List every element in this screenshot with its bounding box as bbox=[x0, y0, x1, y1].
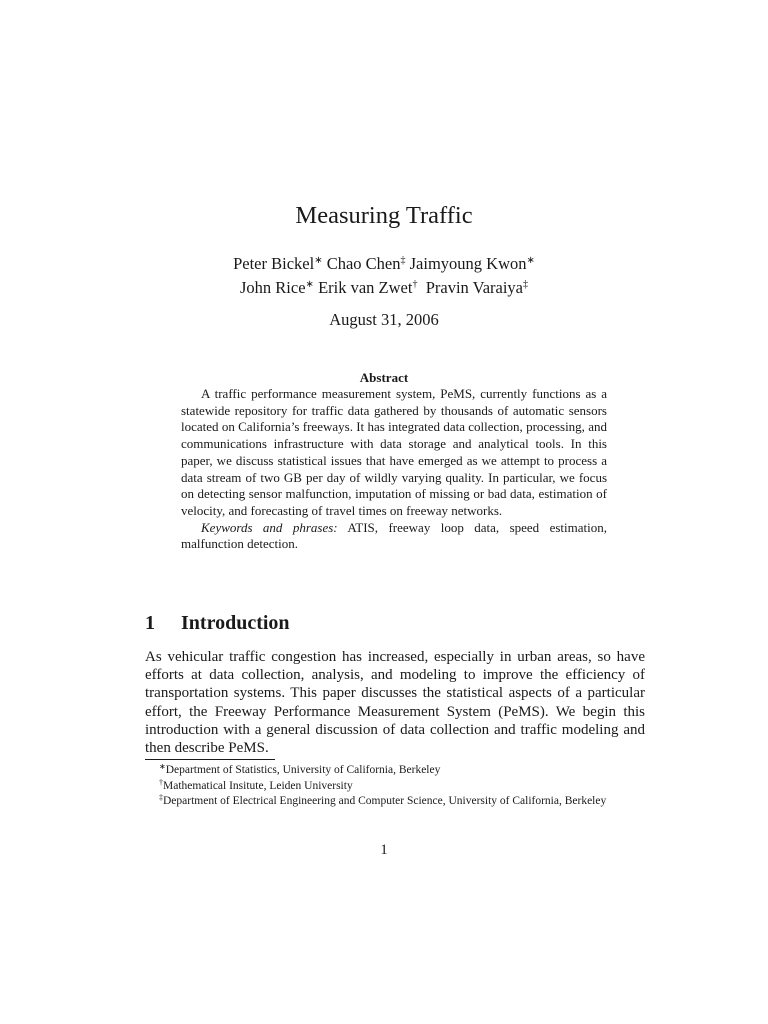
footnote-mark: † bbox=[159, 777, 163, 787]
author-name: Jaimyoung Kwon bbox=[409, 254, 527, 273]
footnote-rule bbox=[145, 759, 275, 760]
author-affiliation-mark: ∗ bbox=[305, 279, 314, 290]
author-affiliation-mark: ‡ bbox=[400, 255, 406, 266]
paper-date: August 31, 2006 bbox=[329, 310, 439, 329]
abstract-body bbox=[181, 386, 607, 553]
author-name: John Rice bbox=[240, 278, 306, 297]
body-paragraph: As vehicular traffic congestion has increased, especially in urban areas, so have efforts at data collection, analysis, and modeling to improve the efficiency of transportation systems. This paper discusses the statistical aspects of a particular effort, the Freeway Performance Measurement System (PeMS). We begin this introduction with a general discussion of data collection and traffic modeling and then describe PeMS. bbox=[145, 649, 645, 757]
author-list bbox=[0, 252, 768, 300]
author-line-2 bbox=[0, 276, 768, 300]
abstract-paragraph: A traffic performance measurement system, PeMS, currently functions as a statewide repository for traffic data gathered by thousands of automatic sensors located on California’s freeways. It has integrated data collection, processing, and communications infrastructure with data storage and analytical tools. In this paper, we discuss statistical issues that have emerged as we attempt to process a data stream of two GB per day of wildly varying quality. In particular, we focus on detecting sensor malfunction, imputation of missing or bad data, estimation of velocity, and forecasting of travel times on freeway networks. bbox=[181, 386, 607, 518]
author-affiliation-mark: ∗ bbox=[526, 255, 535, 266]
footnote-text: Mathematical Insitute, Leiden University bbox=[163, 779, 353, 792]
section-number: 1 bbox=[145, 612, 155, 634]
author-name: Erik van Zwet bbox=[318, 278, 413, 297]
footnote-text: Department of Statistics, University of California, Berkeley bbox=[165, 764, 441, 776]
footnote bbox=[145, 794, 645, 810]
keywords-list: ATIS, freeway loop data, speed estimation, malfunction detection. bbox=[181, 519, 607, 552]
section-heading bbox=[145, 609, 290, 637]
page-number: 1 bbox=[380, 842, 388, 858]
keywords-label: Keywords and phrases: bbox=[201, 519, 338, 535]
footnotes bbox=[145, 763, 645, 810]
author-affiliation-mark: ∗ bbox=[314, 255, 323, 266]
author-line-1 bbox=[0, 252, 768, 276]
author-name: Chao Chen bbox=[326, 254, 401, 273]
author-affiliation-mark: ‡ bbox=[523, 279, 528, 290]
author-affiliation-mark: † bbox=[412, 279, 418, 290]
keywords-paragraph bbox=[181, 520, 607, 553]
footnote bbox=[145, 763, 645, 779]
author-name: Pravin Varaiya bbox=[425, 278, 523, 297]
footnote bbox=[145, 779, 645, 795]
introduction-body bbox=[145, 648, 645, 757]
footnote-mark: ‡ bbox=[159, 793, 163, 802]
section-title: Introduction bbox=[181, 612, 290, 634]
abstract-heading: Abstract bbox=[359, 370, 409, 385]
footnote-text: Department of Electrical Engineering and Computer Science, University of California, Berkeley bbox=[163, 795, 607, 807]
footnote-mark: ∗ bbox=[159, 762, 166, 771]
author-name: Peter Bickel bbox=[233, 254, 315, 273]
paper-title: Measuring Traffic bbox=[295, 202, 473, 229]
